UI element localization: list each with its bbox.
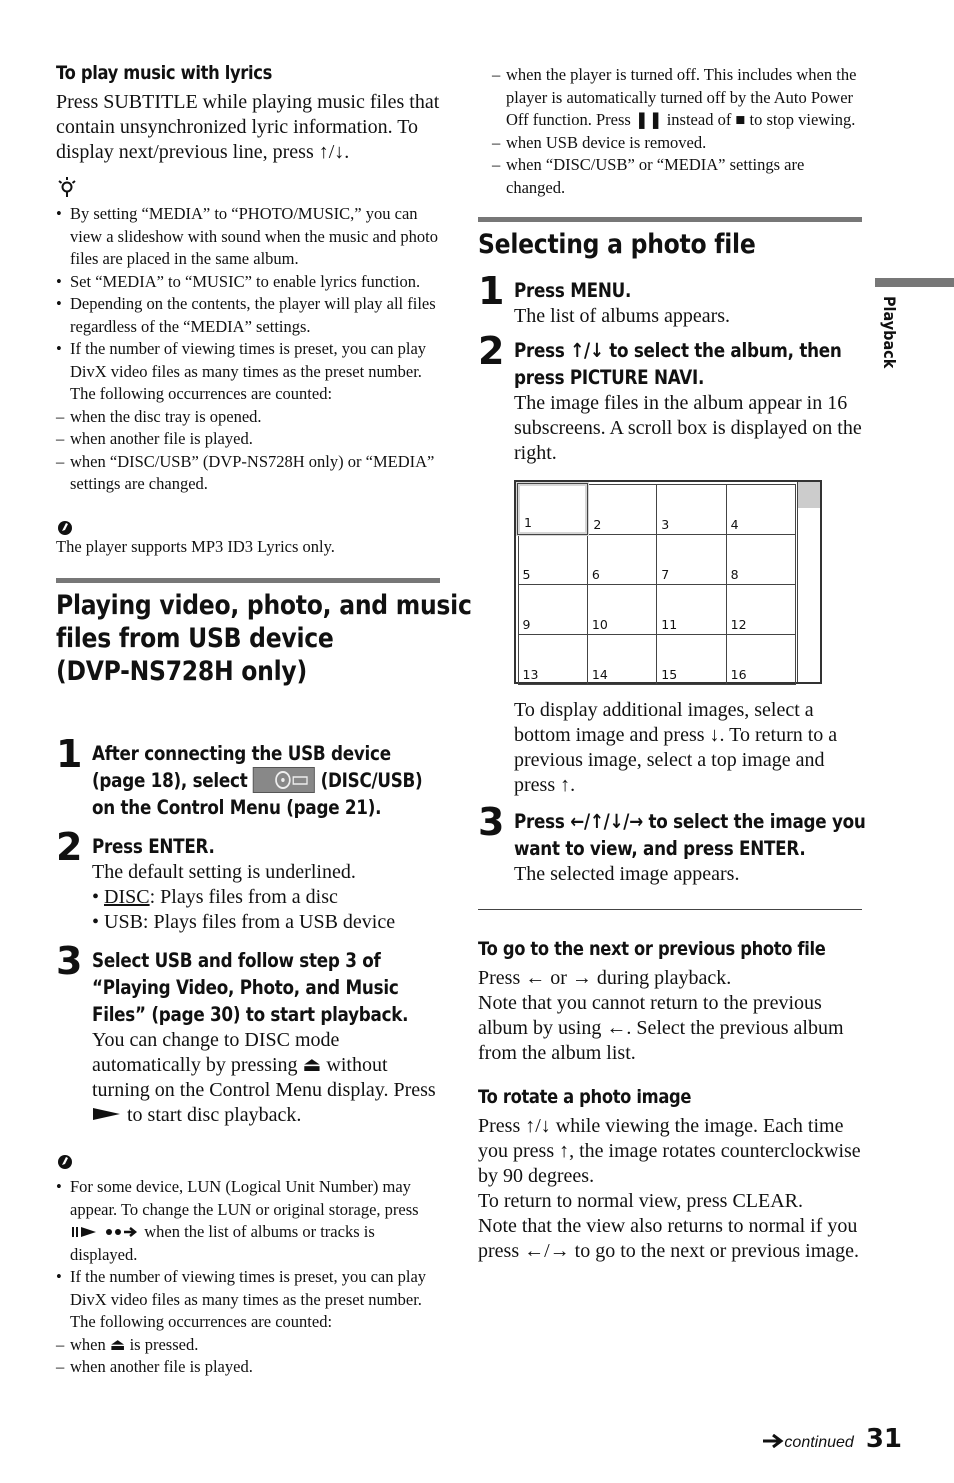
heading-line: on the Control Menu (page 21).	[92, 796, 382, 819]
heading-line: Press ENTER.	[92, 835, 215, 858]
note-icon	[56, 1152, 74, 1172]
list-item: • Set “MEDIA” to “MUSIC” to enable lyrics function.	[56, 271, 440, 294]
page-footer	[762, 1424, 902, 1454]
heading-text: (page 18), select	[92, 769, 248, 792]
note-marker	[56, 1148, 440, 1176]
photo-step-3	[478, 800, 866, 887]
continued-label	[762, 1434, 853, 1452]
step-number: 3	[478, 800, 505, 844]
after-grid-text: To display additional images, select a bottom image and press ↓. To return to a previous image, select a top image and press ↑.	[514, 699, 838, 796]
subscreen-cell[interactable]: 16	[726, 634, 795, 684]
subscreen-cell[interactable]: 8	[726, 534, 795, 584]
list-item: – when ⏏ is pressed.	[56, 1334, 440, 1357]
subscreen-cell[interactable]: 9	[518, 584, 587, 634]
subscreen-cell[interactable]: 6	[587, 534, 656, 584]
note-text: If the number of viewing times is preset, you can play DivX video files as many times as the preset number. The following occurrences are counted:	[70, 1267, 427, 1331]
title-line: Playing video, photo, and music	[56, 590, 472, 621]
continued-text: continued	[784, 1434, 854, 1451]
subscreen-cell[interactable]: 13	[518, 634, 587, 684]
step-heading	[514, 337, 862, 391]
note-text: For some device, LUN (Logical Unit Number) may appear. To change the LUN or original storage, press	[70, 1177, 419, 1219]
step-body: The selected image appears.	[514, 863, 740, 885]
rotate-note: Note that the view also returns to normal if you press ←/→ to go to the next or previous image.	[478, 1215, 860, 1262]
subscreen-cell[interactable]: 11	[657, 584, 726, 634]
counted-list	[56, 406, 440, 496]
left-column	[56, 62, 472, 1379]
note-text: when the list of albums or tracks is displayed.	[70, 1222, 375, 1264]
list-item	[56, 1176, 440, 1266]
step-body: The image files in the album appear in 16 subscreens. A scroll box is displayed on the right.	[514, 392, 862, 464]
step-number: 1	[478, 269, 505, 313]
subscreen-cell[interactable]: 14	[587, 634, 656, 684]
next-prev-heading: To go to the next or previous photo file	[478, 938, 826, 960]
title-line: (DVP-NS728H only)	[56, 656, 307, 687]
step-heading	[92, 947, 440, 1028]
forward-icon	[104, 1225, 140, 1239]
step-heading	[92, 833, 440, 860]
heading-text: (DISC/USB)	[320, 769, 423, 792]
lyrics-note: The player supports MP3 ID3 Lyrics only.	[56, 536, 335, 556]
subscreen-cell[interactable]: 12	[726, 584, 795, 634]
scroll-box[interactable]	[797, 482, 820, 682]
heading-line: After connecting the USB device	[92, 742, 391, 765]
right-column	[478, 64, 866, 1264]
step-body: The default setting is underlined.	[92, 861, 356, 883]
usb-notes	[56, 1176, 440, 1379]
lyrics-heading: To play music with lyrics	[56, 62, 272, 84]
rotate-heading: To rotate a photo image	[478, 1086, 692, 1108]
list-item: – when another file is played.	[56, 428, 440, 451]
heading-line: Select USB and follow step 3 of	[92, 949, 381, 972]
subscreen-cell[interactable]: 15	[657, 634, 726, 684]
subscreen-table	[516, 482, 796, 685]
usb-section-title	[56, 578, 472, 688]
counted-list	[56, 1334, 440, 1379]
step-heading	[92, 740, 440, 821]
tip-text: If the number of viewing times is preset, you can play DivX video files as many times as the preset number. The following occurrences are counted:	[70, 339, 427, 403]
option-text: USB: Plays files from a USB device	[104, 911, 396, 933]
step-body	[92, 1028, 440, 1128]
counted-continued	[492, 64, 862, 199]
list-item: • By setting “MEDIA” to “PHOTO/MUSIC,” you can view a slideshow with sound when the music and photo files are placed in the same album.	[56, 203, 440, 271]
note-marker	[56, 508, 440, 536]
usb-step-3	[56, 939, 440, 1128]
subscreen-cell[interactable]: 2	[587, 484, 656, 534]
option-text: : Plays files from a disc	[149, 886, 338, 908]
option-usb: • USB: Plays files from a USB device	[92, 911, 396, 933]
usb-step-2	[56, 825, 440, 935]
list-item: – when “DISC/USB” (DVP-NS728H only) or “MEDIA” settings are changed.	[56, 451, 440, 496]
list-item: • Depending on the contents, the player will play all files regardless of the “MEDIA” settings.	[56, 293, 440, 338]
note-icon	[56, 518, 74, 538]
step-heading	[514, 808, 866, 862]
subscreen-cell[interactable]: 1	[518, 484, 587, 534]
disc-usb-icon	[253, 767, 315, 793]
lyrics-body: Press SUBTITLE while playing music files that contain unsynchronized lyric information. To display next/previous line, press ↑/↓.	[56, 91, 440, 163]
side-tab-bar	[875, 278, 954, 287]
title-line: Selecting a photo file	[478, 229, 756, 260]
divider	[478, 909, 862, 910]
list-item	[56, 338, 440, 496]
heading-line: Press ←/↑/↓/→ to select the image you	[514, 810, 866, 833]
photo-step-2	[478, 329, 862, 798]
subscreen-cell[interactable]: 10	[587, 584, 656, 634]
picture-navi-grid	[514, 480, 822, 684]
step-number: 3	[56, 939, 83, 983]
subscreen-cell[interactable]: 7	[657, 534, 726, 584]
lightbulb-icon	[56, 175, 78, 199]
photo-step-1	[478, 269, 862, 329]
step-heading	[514, 277, 862, 304]
page-number: 31	[865, 1424, 902, 1454]
subscreen-cell[interactable]: 5	[518, 534, 587, 584]
side-section-label: Playback	[880, 296, 899, 369]
list-item: – when the player is turned off. This includes when the player is automatically turned off by the Auto Power Off function. Press ❚❚ instead of ■ to stop viewing.	[492, 64, 862, 132]
default-option: DISC	[104, 886, 150, 908]
step-body: The list of albums appears.	[514, 305, 731, 327]
arrow-right-icon	[762, 1434, 784, 1448]
next-prev-body: Press ← or → during playback.	[478, 967, 732, 989]
rotate-clear: To return to normal view, press CLEAR.	[478, 1190, 804, 1212]
body-text: to start disc playback.	[127, 1104, 302, 1126]
usb-step-1	[56, 732, 440, 821]
lyrics-tips	[56, 203, 440, 496]
heading-line: “Playing Video, Photo, and Music	[92, 976, 399, 999]
next-prev-note: Note that you cannot return to the previous album by using ←. Select the previous album from the album list.	[478, 992, 844, 1064]
heading-line	[92, 767, 423, 794]
tip-marker	[56, 175, 440, 203]
heading-line: Press ↑/↓ to select the album, then	[514, 339, 842, 362]
list-item: – when “DISC/USB” or “MEDIA” settings are changed.	[492, 154, 862, 199]
subscreen-cell[interactable]: 3	[657, 484, 726, 534]
step-number: 2	[478, 329, 505, 373]
scroll-thumb[interactable]	[798, 482, 820, 508]
heading-line: press PICTURE NAVI.	[514, 366, 705, 389]
heading-line: Press MENU.	[514, 279, 632, 302]
list-item: – when the disc tray is opened.	[56, 406, 440, 429]
play-icon	[92, 1106, 122, 1122]
photo-section-title	[478, 217, 862, 261]
step-number: 2	[56, 825, 83, 869]
rotate-body: Press ↑/↓ while viewing the image. Each time you press ↑, the image rotates counterclockwise by 90 degrees.	[478, 1115, 861, 1187]
title-line: files from USB device	[56, 623, 334, 654]
body-text: You can change to DISC mode automatically by pressing ⏏ without turning on the Control Menu display. Press	[92, 1029, 436, 1101]
heading-line: Files” (page 30) to start playback.	[92, 1003, 409, 1026]
list-item	[56, 1266, 440, 1379]
list-item: – when another file is played.	[56, 1356, 440, 1379]
option-disc: • DISC: Plays files from a disc	[92, 886, 338, 908]
heading-line: want to view, and press ENTER.	[514, 837, 806, 860]
list-item: – when USB device is removed.	[492, 132, 862, 155]
subscreen-cell[interactable]: 4	[726, 484, 795, 534]
step-number: 1	[56, 732, 83, 776]
step-play-icon	[70, 1225, 100, 1239]
